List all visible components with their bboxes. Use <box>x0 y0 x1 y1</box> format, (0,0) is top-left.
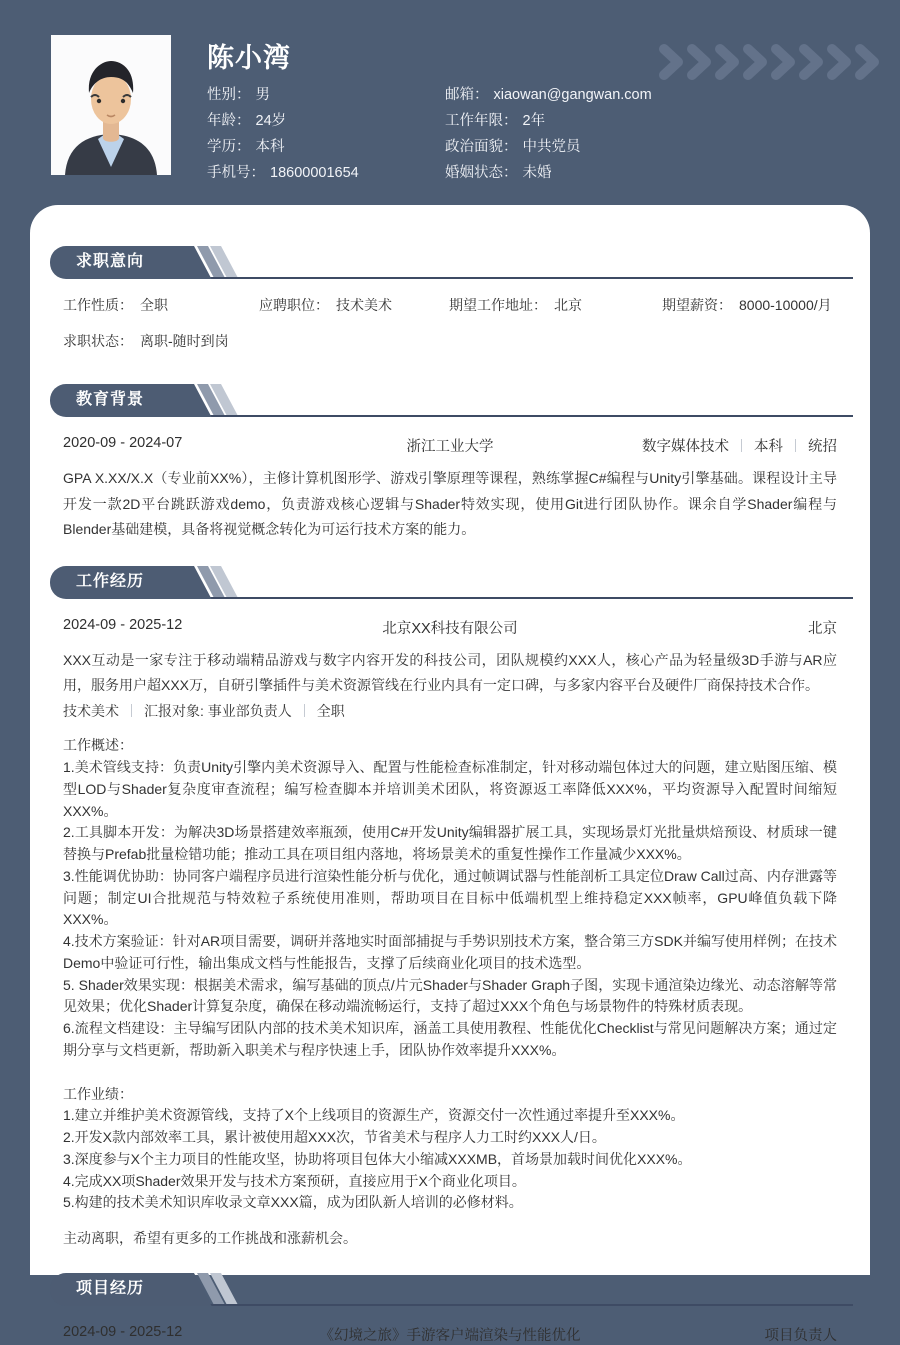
section-header-work <box>50 566 853 599</box>
overview-title: 工作概述： <box>63 737 133 754</box>
education-description: GPA X.XX/X.X（专业前XX%），主修计算机图形学、游戏引擎原理等课程，熟练掌握C#编程与Unity引擎基础。课程设计主导开发一款2D平台跳跃游戏demo，负责游戏核心逻辑与Shader特效实现，使用Git进行团队协作。课余自学Shader编程与Blender基础建模，具备将视觉概念转化为可运行技术方案的能力。 <box>63 470 837 537</box>
field-value: 18600001654 <box>270 165 359 181</box>
divider <box>304 704 305 717</box>
header-info-row <box>207 134 847 160</box>
avatar <box>51 35 171 175</box>
major: 数字媒体技术 <box>642 439 729 455</box>
enroll-type: 统招 <box>808 439 837 455</box>
field-label: 期望薪资： <box>662 297 732 313</box>
leave-reason: 主动离职，希望有更多的工作挑战和涨薪机会。 <box>63 1230 357 1246</box>
field-value: xiaowan@gangwan.com <box>493 87 652 103</box>
field-label: 工作年限： <box>445 113 518 129</box>
candidate-name: 陈小湾 <box>207 43 291 73</box>
section-header-education <box>50 384 853 417</box>
section-title: 工作经历 <box>76 572 145 590</box>
section-title: 求职意向 <box>76 253 145 270</box>
achievement-title: 工作业绩： <box>63 1085 133 1102</box>
job-intent-row-2 <box>63 331 837 351</box>
achievement-item: 5.构建的技术美术知识库收录文章XXX篇，成为团队新人培训的必修材料。 <box>63 1194 523 1211</box>
project-name: 《幻境之旅》手游客户端渲染与性能优化 <box>319 1327 581 1344</box>
section-header-project <box>50 1273 853 1306</box>
field-value: 离职-随时到岗 <box>140 333 229 349</box>
field-value: 24岁 <box>255 113 287 129</box>
field-label: 性别： <box>207 87 251 103</box>
report-to: 汇报对象: 事业部负责人 <box>144 702 292 719</box>
field-value: 2年 <box>522 113 546 129</box>
education-degree-group <box>642 435 837 456</box>
resume-body-card <box>30 205 870 1344</box>
section-underline <box>180 415 853 417</box>
field-value: 本科 <box>255 139 285 155</box>
company-name: 北京XX科技有限公司 <box>382 620 518 637</box>
field-value: 8000-10000/月 <box>739 297 832 313</box>
job-type: 全职 <box>316 702 345 719</box>
field-value: 未婚 <box>522 165 552 181</box>
project-period: 2024-09 - 2025-12 <box>63 1323 183 1340</box>
section-header-job-intent <box>50 246 853 279</box>
work-period: 2024-09 - 2025-12 <box>63 616 183 633</box>
field-value: 全职 <box>140 297 168 313</box>
field-label: 手机号： <box>207 165 265 181</box>
section-underline <box>180 597 853 599</box>
section-underline <box>180 1304 853 1306</box>
overview-item: 6.流程文档建设：主导编写团队内部的技术美术知识库，涵盖工具使用教程、性能优化Checklist与常见问题解决方案；通过定期分享与文档更新，帮助新入职美术与程序快速上手，团队协作效率提升XXX%。 <box>63 1020 837 1058</box>
achievement-item: 2.开发X款内部效率工具，累计被使用超XXX次，节省美术与程序人力工时约XXX人/日。 <box>63 1129 606 1145</box>
divider <box>741 439 742 452</box>
field-value: 北京 <box>554 297 582 313</box>
divider <box>131 704 132 717</box>
field-value: 中共党员 <box>522 139 581 155</box>
achievement-item: 3.深度参与X个主力项目的性能攻坚，协助将项目包体大小缩减XXXMB，首场景加载时间优化XXX%。 <box>63 1150 692 1167</box>
section-title: 项目经历 <box>76 1279 145 1297</box>
chevron-right-icons <box>658 44 890 80</box>
overview-item: 3.性能调优协助：协同客户端程序员进行渲染性能分析与优化，通过帧调试器与性能剖析工具定位Draw Call过高、内存泄露等问题；制定UI合批规范与特效粒子系统使用准则，帮助项目在目标中低端机型上维持稳定XXX帧率，GPU峰值负载下降XXX%。 <box>63 867 837 928</box>
position: 技术美术 <box>63 702 119 719</box>
field-label: 求职状态： <box>63 333 133 349</box>
field-value: 技术美术 <box>336 297 392 313</box>
school-name: 浙江工业大学 <box>406 439 494 455</box>
degree: 本科 <box>754 439 783 455</box>
work-location: 北京 <box>808 620 837 637</box>
work-achievement-block <box>63 1084 837 1215</box>
header-info-row <box>207 108 847 134</box>
field-label: 应聘职位： <box>259 297 329 313</box>
header-info-grid <box>207 82 847 186</box>
portrait-photo-graphic <box>51 35 171 175</box>
field-label: 邮箱： <box>445 87 489 103</box>
education-period: 2020-09 - 2024-07 <box>63 435 183 451</box>
divider <box>795 439 796 452</box>
field-value: 男 <box>255 87 270 103</box>
field-label: 工作性质： <box>63 297 133 313</box>
field-label: 年龄： <box>207 113 251 129</box>
field-label: 学历： <box>207 139 251 155</box>
project-role: 项目负责人 <box>764 1327 837 1344</box>
overview-item: 5. Shader效果实现：根据美术需求，编写基础的顶点/片元Shader与Shader Graph子图，实现卡通渲染边缘光、动态溶解等常见效果；优化Shader计算复杂度，确保在移动端流畅运行，支持了超过XXX个角色与场景物件的特殊材质表现。 <box>63 976 837 1015</box>
header-info-row <box>207 82 847 108</box>
section-title: 教育背景 <box>76 391 145 408</box>
work-role-line <box>63 701 837 723</box>
overview-item: 4.技术方案验证：针对AR项目需要，调研并落地实时面部捕捉与手势识别技术方案，整合第三方SDK并编写使用样例；在技术Demo中验证可行性，输出集成文档与性能报告，支撑了后续商业化项目的技术选型。 <box>63 933 837 971</box>
work-meta-row <box>63 617 837 637</box>
company-intro: XXX互动是一家专注于移动端精品游戏与数字内容开发的科技公司，团队规模约XXX人，核心产品为轻量级3D手游与AR应用，服务用户超XXX万，自研引擎插件与美术资源管线在行业内具有一定口碑，与多家内容平台及硬件厂商保持技术合作。 <box>63 651 837 693</box>
overview-item: 2.工具脚本开发：为解决3D场景搭建效率瓶颈，使用C#开发Unity编辑器扩展工具，实现场景灯光批量烘焙预设、材质球一键替换与Prefab批量检错功能；推动工具在项目组内落地，将场景美术的重复性操作工作量减少XXX%。 <box>63 824 837 862</box>
achievement-item: 4.完成XX项Shader效果开发与技术方案预研，直接应用于X个商业化项目。 <box>63 1172 526 1189</box>
field-label: 婚姻状态： <box>445 165 518 181</box>
project-meta-row <box>63 1324 837 1344</box>
education-meta-row <box>63 435 837 455</box>
overview-item: 1.美术管线支持：负责Unity引擎内美术资源导入、配置与性能检查标准制定，针对移动端包体过大的问题，建立贴图压缩、模型LOD与Shader复杂度审查流程；编写检查脚本并培训美术团队，将资源返工率降低XXX%，平均资源导入配置时间缩短XXX%。 <box>63 759 837 819</box>
resume-header <box>0 0 900 205</box>
job-intent-row-1 <box>63 295 837 315</box>
field-label: 期望工作地址： <box>449 297 547 313</box>
work-overview-block <box>63 735 837 1061</box>
header-info-row <box>207 160 847 186</box>
section-underline <box>180 277 853 279</box>
achievement-item: 1.建立并维护美术资源管线，支持了X个上线项目的资源生产，资源交付一次性通过率提升至XXX%。 <box>63 1107 685 1124</box>
field-label: 政治面貌： <box>445 139 518 155</box>
